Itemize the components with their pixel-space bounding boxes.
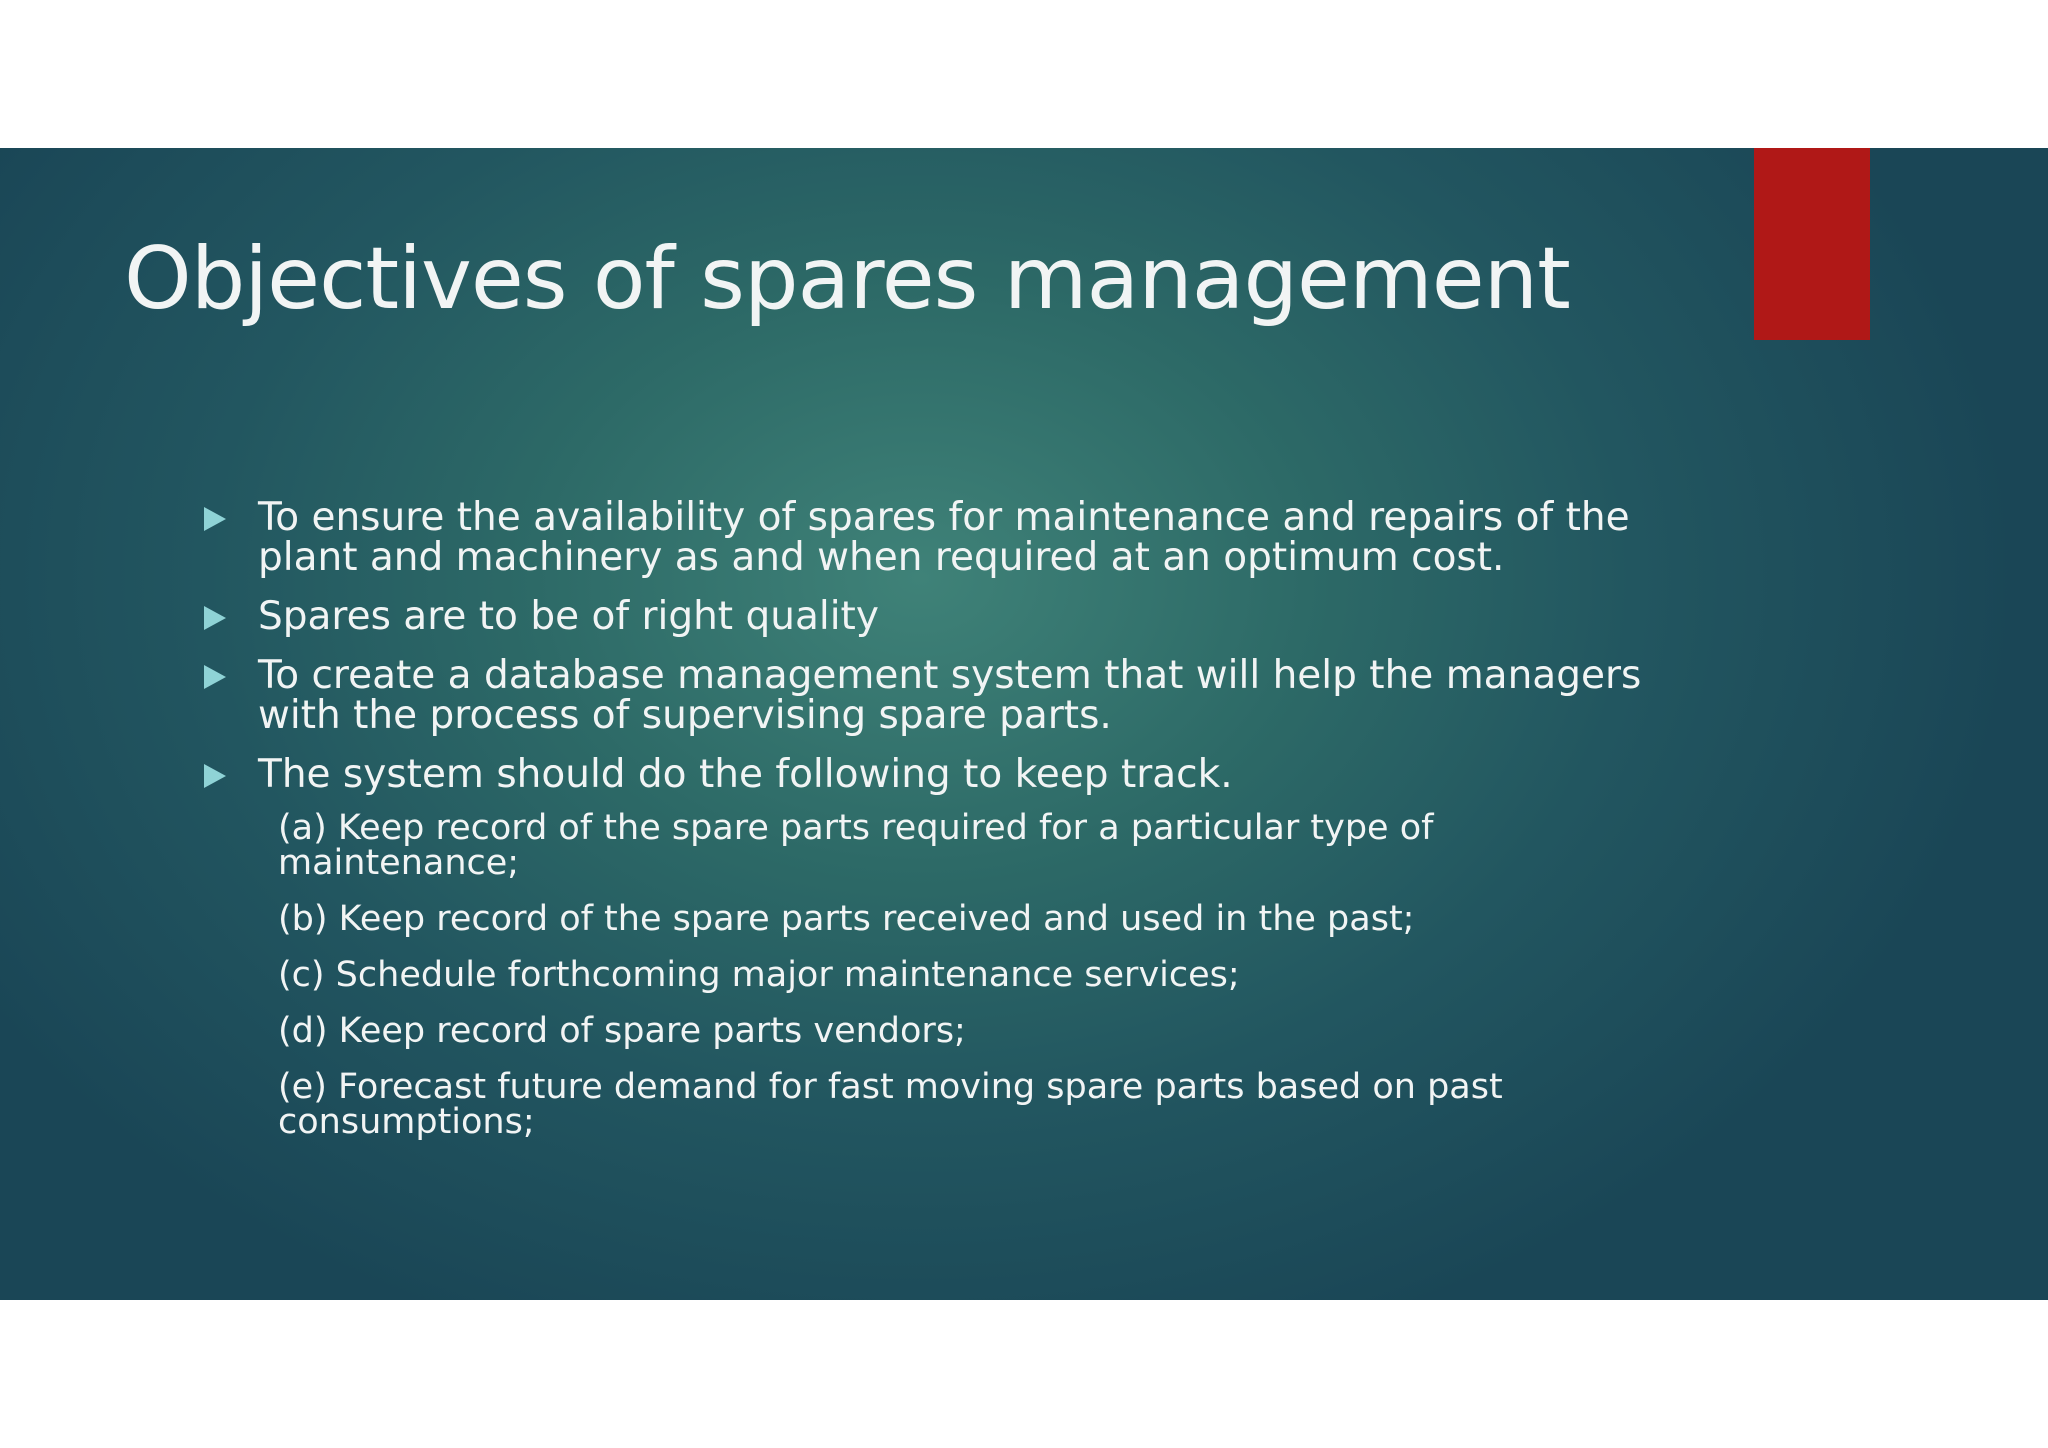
bullet-list <box>200 495 1680 814</box>
slide-title: Objectives of spares management <box>124 229 1570 329</box>
triangle-bullet-icon <box>204 507 226 531</box>
triangle-bullet-icon <box>204 606 226 630</box>
sub-item: (a) Keep record of the spare parts required for a particular type of maintenance; <box>278 808 1434 883</box>
bullet-text: To create a database management system that will help the managers with the process of supervising spare parts. <box>258 653 1642 738</box>
bullet-item <box>200 495 1680 580</box>
sub-item-list <box>278 808 1518 1161</box>
bullet-text: The system should do the following to keep track. <box>258 752 1233 797</box>
bullet-item <box>200 594 1680 639</box>
triangle-bullet-icon <box>204 764 226 788</box>
bullet-text: To ensure the availability of spares for maintenance and repairs of the plant and machinery as and when required at an optimum cost. <box>258 495 1630 580</box>
triangle-bullet-icon <box>204 665 226 689</box>
sub-item: (e) Forecast future demand for fast moving spare parts based on past consumptions; <box>278 1067 1503 1142</box>
sub-item: (d) Keep record of spare parts vendors; <box>278 1011 966 1051</box>
accent-bar <box>1754 148 1870 340</box>
bullet-item <box>200 752 1680 797</box>
bullet-text: Spares are to be of right quality <box>258 594 879 639</box>
sub-item: (b) Keep record of the spare parts received and used in the past; <box>278 899 1415 939</box>
sub-item: (c) Schedule forthcoming major maintenance services; <box>278 955 1240 995</box>
bullet-item <box>200 653 1680 738</box>
slide <box>0 148 2048 1300</box>
